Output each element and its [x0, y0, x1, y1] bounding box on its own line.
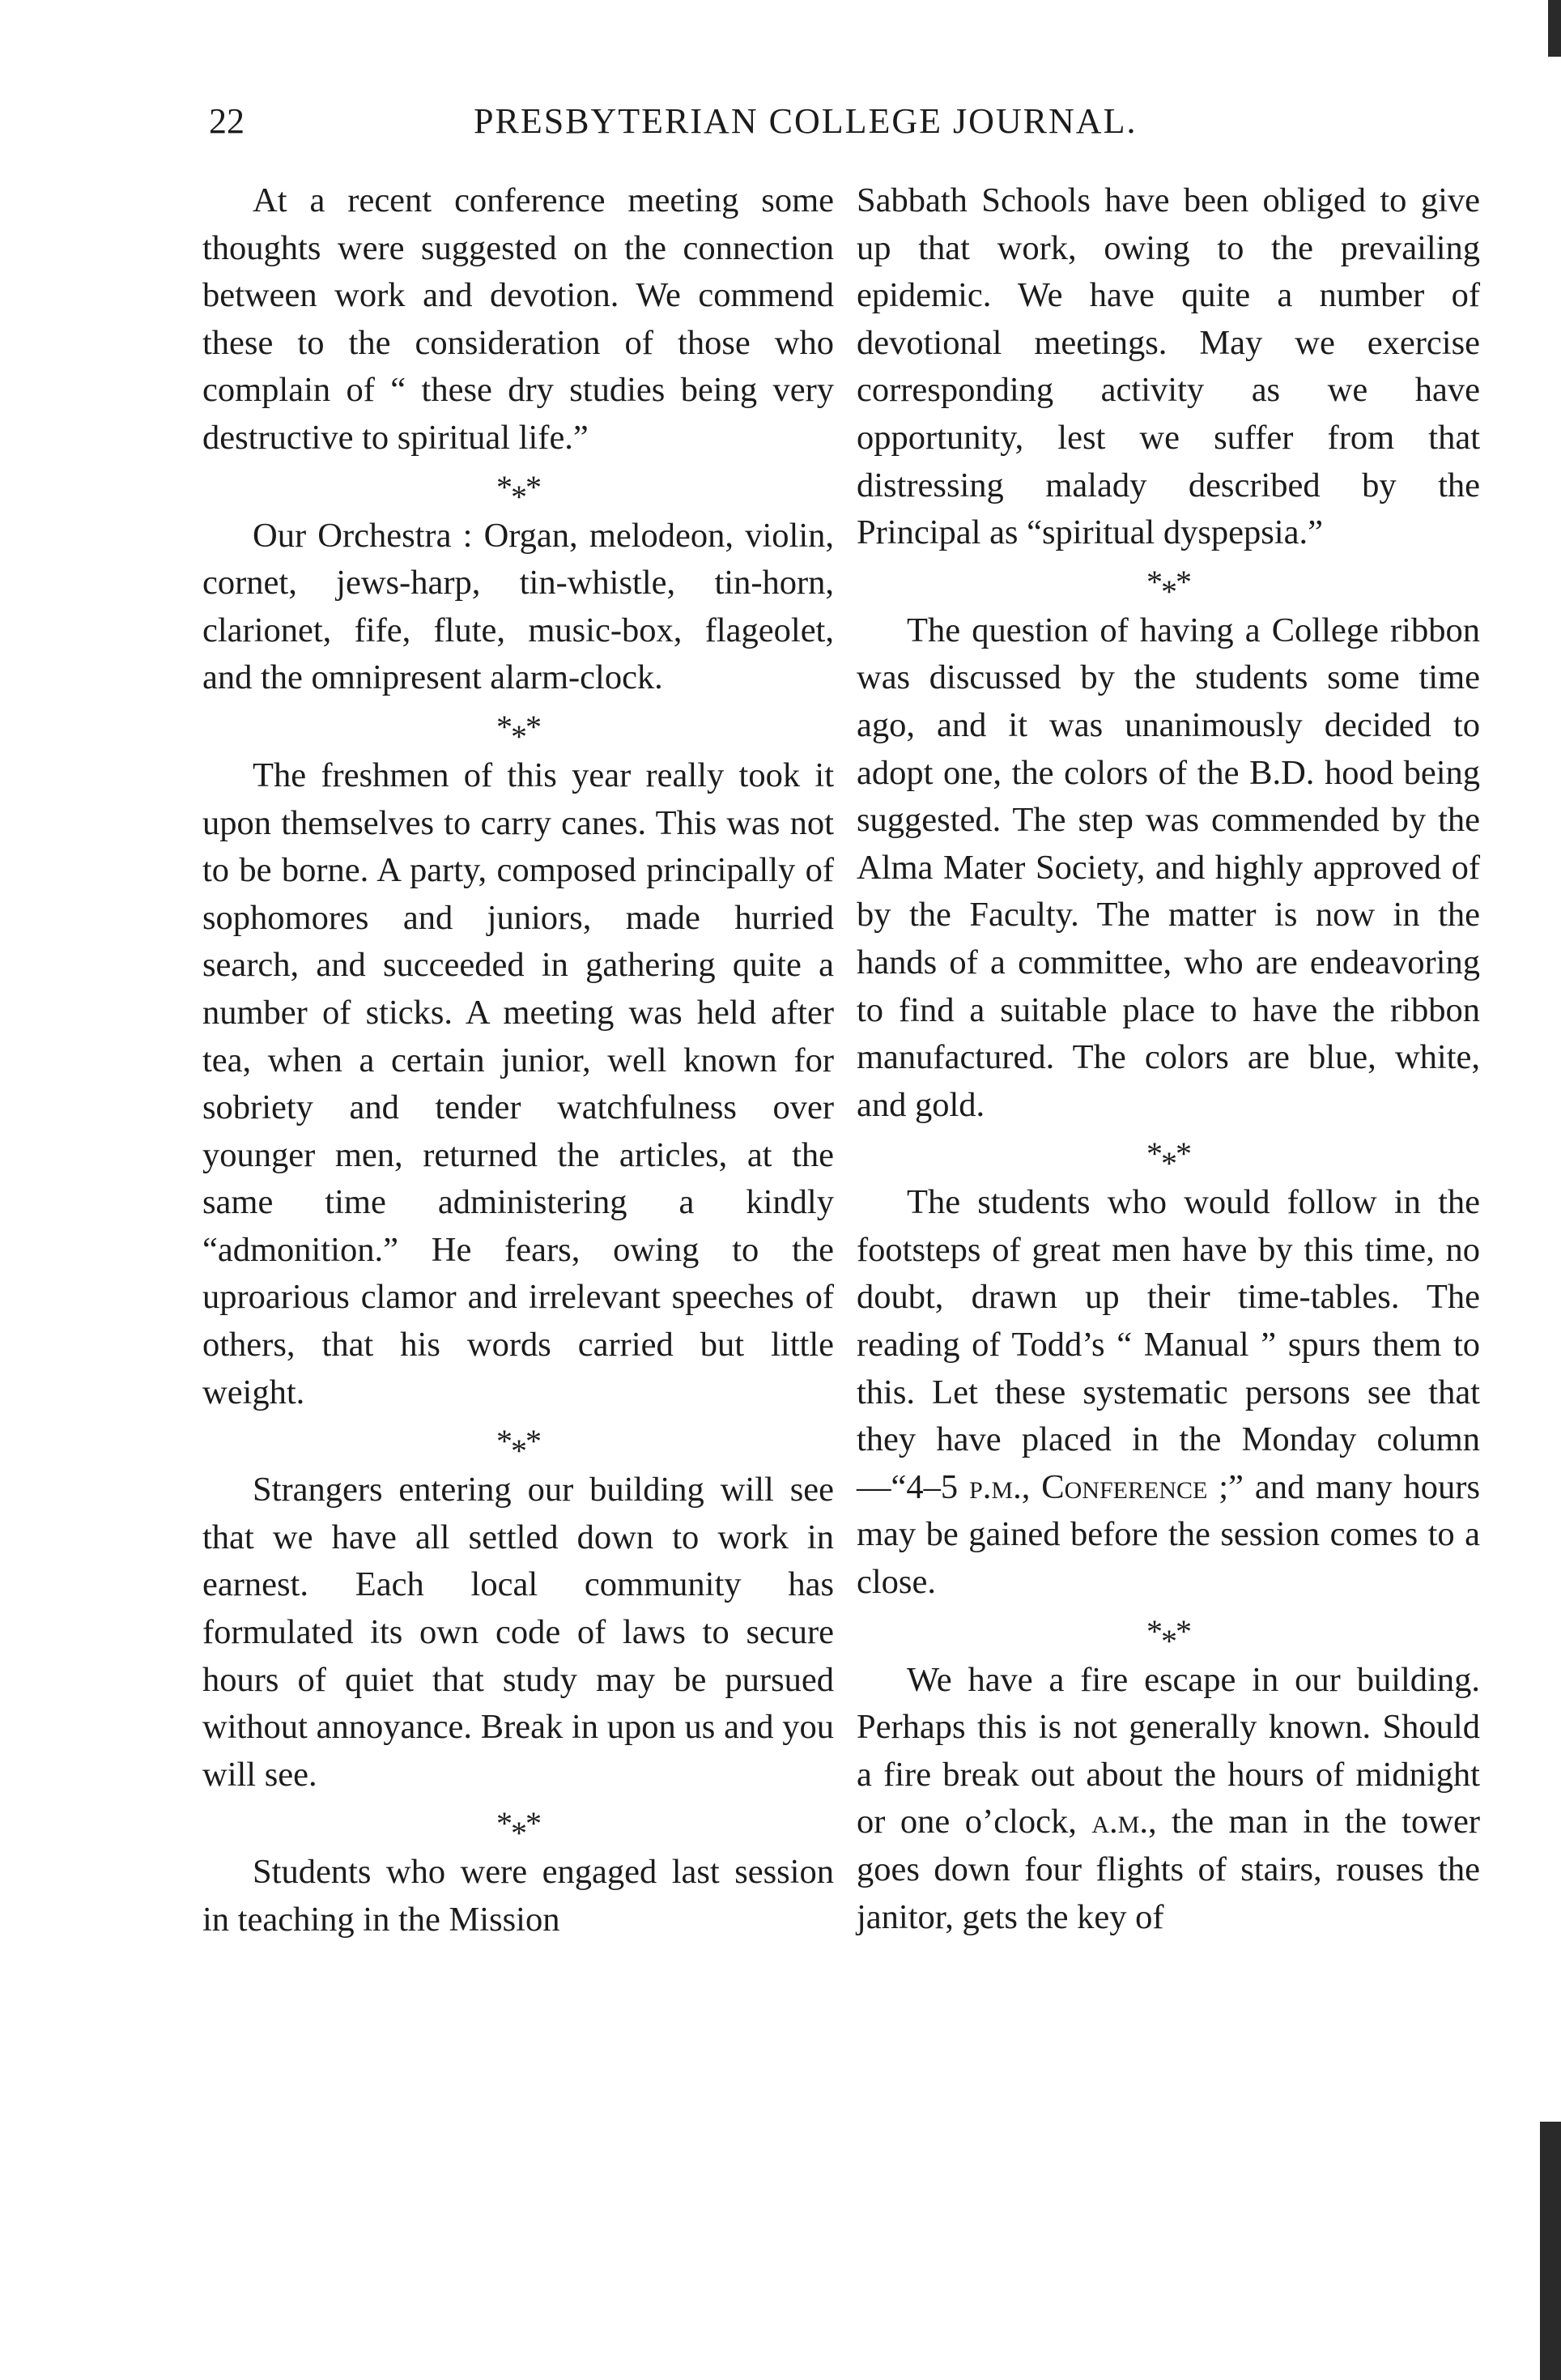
- paragraph-orchestra: Our Orchestra : Organ, melodeon, violin, cornet, jews-harp, tin-whistle, tin-horn, clarionet, fife, flute, music-box, flageolet, and the omnipresent alarm-clock.: [202, 516, 834, 697]
- paragraph-fire-escape: We have a fire escape in our building. Perhaps this is not generally known. Should a fire break out about the hours of midnight or one o’clock, a.m., the man in the tower goes down four flights of stairs, rouses the janitor, gets the key of: [857, 1660, 1480, 1936]
- asterism: ***: [496, 1805, 540, 1852]
- left-column: [202, 177, 834, 1944]
- paragraph-mission-students: Students who were engaged last session in teaching in the Mission: [202, 1853, 834, 1939]
- paragraph-college-ribbon: The question of having a College ribbon was discussed by the students some time ago, and it was unanimously decided to adopt one, the colors of the B.D. hood being suggested. The step was commended by the Alma Mater Society, and highly approved of by the Faculty. The matter is now in the hands of a committee, who are endeavoring to find a suitable place to have the ribbon manufactured. The colors are blue, white, and gold.: [857, 611, 1480, 1124]
- asterism: ***: [496, 708, 540, 755]
- paragraph-time-tables: The students who would follow in the footsteps of great men have by this time, no doubt, drawn up their time-tables. The reading of Todd’s “ Manual ” spurs them to this. Let these systematic persons see that they have placed in the Monday column—“4–5 p.m., Conference ;” and many hours may be gained before the session comes to a close.: [857, 1183, 1480, 1602]
- asterism: ***: [1146, 1612, 1190, 1659]
- paragraph-freshmen: The freshmen of this year really took it upon themselves to carry canes. This was not to be borne. A party, composed principally of sophomores and juniors, made hurried search, and succeeded in gathering quite a number of sticks. A meeting was held after tea, when a certain junior, well known for sobriety and tender watchfulness over younger men, returned the articles, at the same time administering a kindly “admonition.” He fears, owing to the uproarious clamor and irrelevant speeches of others, that his words carried but little weight.: [202, 756, 834, 1411]
- scan-edge-shadow-bottom: [1540, 2122, 1561, 2380]
- asterism: ***: [1146, 1135, 1190, 1182]
- paragraph-strangers: Strangers entering our building will see that we have all settled down to work in earnest. Each local community has formulated its own code of laws to secure hours of quiet that study may be pursued without annoyance. Break in upon us and you will see.: [202, 1471, 834, 1794]
- paragraph-mission-continued: Sabbath Schools have been obliged to give up that work, owing to the prevailing epidemic. We have quite a number of devotional meetings. May we exercise corresponding activity as we have opportunity, lest we suffer from that distressing malady described by the Principal as “spiritual dyspepsia.”: [857, 181, 1480, 552]
- scan-edge-shadow-top: [1548, 0, 1561, 57]
- paragraph-conference: At a recent conference meeting some thoughts were suggested on the connection between work and devotion. We commend these to the consideration of those who complain of “ these dry studies being very destructive to spiritual life.”: [202, 181, 834, 457]
- running-head: PRESBYTERIAN COLLEGE JOURNAL.: [474, 101, 1138, 141]
- asterism: ***: [496, 468, 540, 515]
- asterism: ***: [1146, 563, 1190, 610]
- asterism: ***: [496, 1423, 540, 1470]
- right-column: [857, 177, 1480, 1941]
- page-number: 22: [209, 101, 245, 141]
